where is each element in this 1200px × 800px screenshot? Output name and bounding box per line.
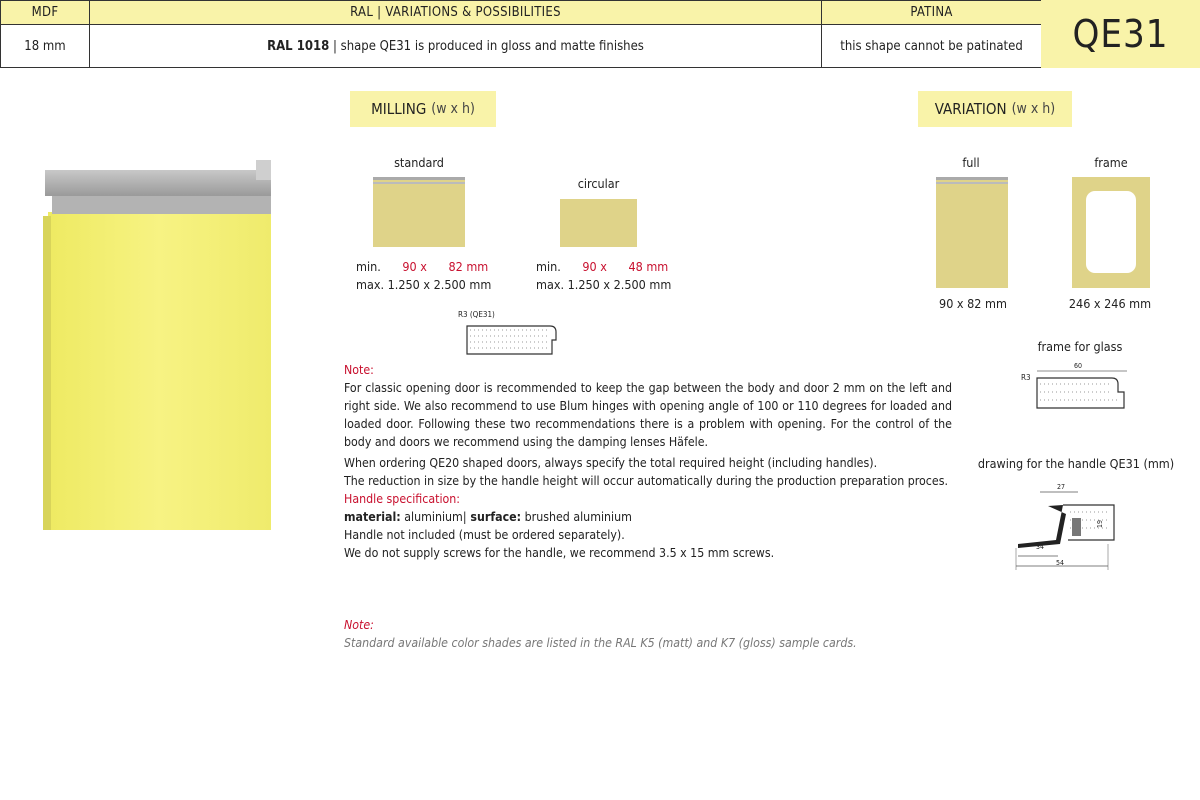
circular-dims <box>536 258 676 294</box>
standard-swatch <box>373 177 465 247</box>
header-mdf: MDF <box>1 1 90 24</box>
circular-min-label: min. <box>536 259 561 274</box>
full-stripe <box>936 177 1008 180</box>
standard-stripe <box>373 177 465 180</box>
handle-spec-title: Handle specification: <box>344 492 461 506</box>
header-patina: PATINA <box>822 1 1042 24</box>
handle-dim-27: 27 <box>1057 483 1066 491</box>
handle-dim-34: 34 <box>1036 543 1045 551</box>
frame-glass-r3: R3 <box>1021 373 1031 382</box>
circular-min-h: 48 mm <box>628 259 669 274</box>
value-patina: this shape cannot be patinated <box>822 25 1042 67</box>
value-mdf: 18 mm <box>1 25 90 67</box>
standard-stripe-2 <box>373 182 465 184</box>
variation-unit: (w x h) <box>1011 101 1056 117</box>
standard-min-label: min. <box>356 259 381 274</box>
notes-block <box>344 361 952 451</box>
profile-label: R3 (QE31) <box>458 310 495 319</box>
handle-top <box>45 170 271 196</box>
frame-dims: 246 x 246 mm <box>1068 296 1152 311</box>
standard-label: standard <box>394 155 444 170</box>
profile-drawing <box>464 322 564 360</box>
frame-glass-width: 60 <box>1074 362 1083 370</box>
milling-title: MILLING <box>371 100 427 118</box>
frame-swatch <box>1072 177 1150 288</box>
ral-description: | shape QE31 is produced in gloss and matte finishes <box>329 38 644 54</box>
frame-label: frame <box>1094 155 1128 170</box>
handle-spec-line-2: Handle not included (must be ordered separately). <box>344 528 625 542</box>
product-code: QE31 <box>1041 0 1200 68</box>
ordering-line-2: The reduction in size by the handle height will occur automatically during the production preparation proces. <box>344 474 948 488</box>
handle-dim-19: 19 <box>1096 519 1105 529</box>
note-text: For classic opening door is recommended to keep the gap between the body and door 2 mm on the left and right side. We also recommend to use Blum hinges with opening angle of 100 or 110 degrees for loaded and loaded door. Following these two recommendations there is a problem with opening. For the control of the body and doors we recommend using the damping lenses Häfele. <box>344 381 952 449</box>
circular-label: circular <box>577 176 620 191</box>
header-values-row <box>0 25 1042 68</box>
circular-swatch <box>560 199 637 247</box>
circular-max: max. 1.250 x 2.500 mm <box>536 277 672 292</box>
footer-note <box>344 616 1044 652</box>
handle-dim-54: 54 <box>1056 559 1065 567</box>
value-ral <box>90 25 822 67</box>
handle-spec-material <box>344 508 984 526</box>
milling-heading <box>350 91 496 127</box>
ral-code: RAL 1018 <box>267 38 330 54</box>
ordering-line-1: When ordering QE20 shaped doors, always specify the total required height (including handles). <box>344 456 878 470</box>
material-value: aluminium| <box>400 510 467 524</box>
milling-unit: (w x h) <box>431 101 475 117</box>
note-title: Note: <box>344 363 374 377</box>
variation-title: VARIATION <box>934 100 1007 118</box>
header-ral: RAL | VARIATIONS & POSSIBILITIES <box>90 1 822 24</box>
full-swatch <box>936 177 1008 288</box>
door-panel <box>48 212 271 530</box>
full-dims: 90 x 82 mm <box>939 296 1007 311</box>
surface-label: surface: <box>466 510 522 524</box>
handle-cap <box>256 160 271 180</box>
footer-note-text: Standard available color shades are listed in the RAL K5 (matt) and K7 (gloss) sample cards. <box>344 636 857 650</box>
frame-glass-drawing <box>1032 360 1132 416</box>
handle-lip <box>52 196 271 214</box>
frame-glass-label: frame for glass <box>1037 339 1123 354</box>
full-stripe-2 <box>936 182 1008 184</box>
circular-min-w: 90 x <box>582 259 607 274</box>
door-illustration <box>30 150 290 550</box>
standard-min-w: 90 x <box>402 259 427 274</box>
ordering-block <box>344 454 984 562</box>
handle-spec-line-3: We do not supply screws for the handle, we recommend 3.5 x 15 mm screws. <box>344 546 775 560</box>
footer-note-title: Note: <box>344 618 374 632</box>
handle-drawing-label: drawing for the handle QE31 (mm) <box>977 456 1175 471</box>
frame-opening <box>1086 191 1136 273</box>
standard-max: max. 1.250 x 2.500 mm <box>356 277 492 292</box>
header-labels-row <box>0 0 1042 25</box>
door-edge <box>43 216 51 530</box>
standard-min-h: 82 mm <box>448 259 489 274</box>
full-label: full <box>962 155 980 170</box>
standard-dims <box>356 258 496 294</box>
surface-value: brushed aluminium <box>521 510 632 524</box>
material-label: material: <box>344 510 401 524</box>
variation-heading <box>918 91 1072 127</box>
